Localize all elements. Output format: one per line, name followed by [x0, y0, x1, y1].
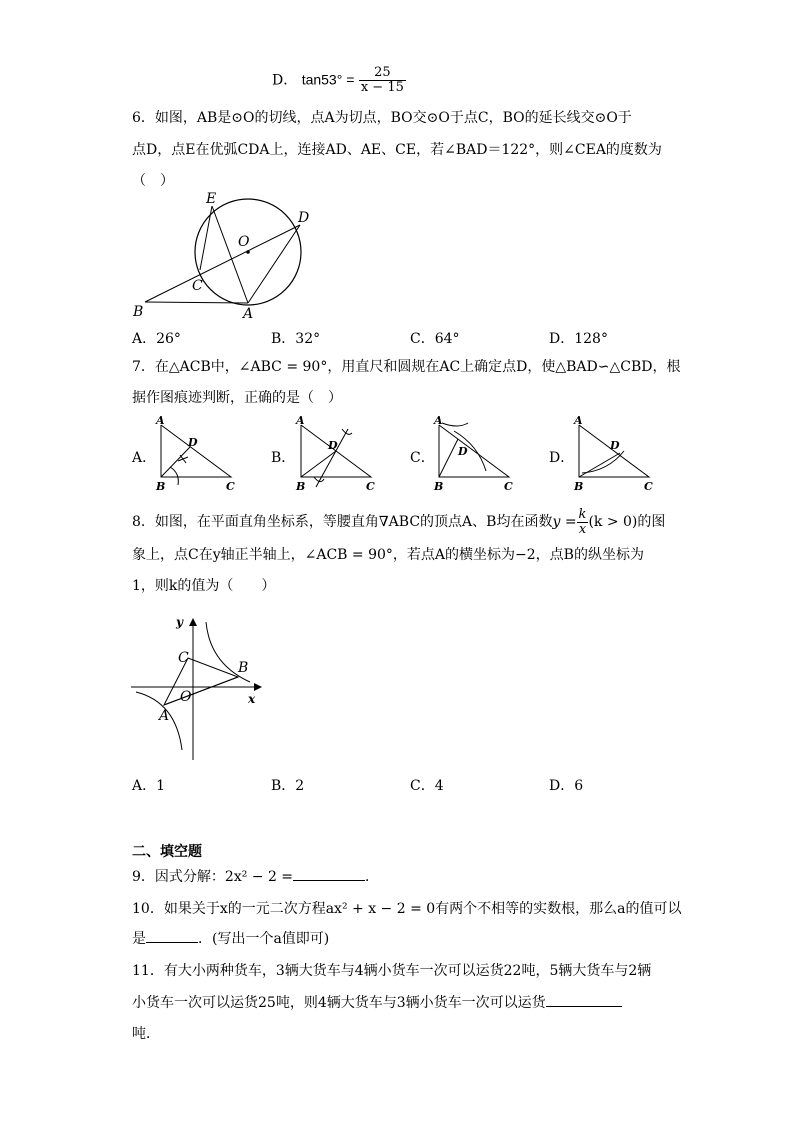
- q7b-label-A: A: [296, 415, 305, 427]
- q8-y-arrow: [189, 618, 197, 626]
- q10-line-2: [132, 929, 329, 949]
- q6-line-EC: [200, 206, 212, 270]
- q8-line-AB: [164, 677, 238, 705]
- q6-option-a: A．26°: [132, 331, 181, 347]
- q8-function-fraction: [577, 508, 589, 537]
- q8-label-A: A: [159, 708, 170, 724]
- q7c-label-D: D: [458, 445, 468, 458]
- q6-line-EA: [212, 206, 248, 303]
- q8-figure: [128, 612, 278, 762]
- q6-line-3: （ ）: [132, 173, 174, 189]
- q6-line-2: 点D，点E在优弧CDA上，连接AD、AE、CE，若∠BAD＝122°，则∠CEA的度数为: [132, 142, 662, 158]
- q7b-label-D: D: [328, 439, 338, 452]
- q7b-bisector: [316, 429, 348, 487]
- q7a-arc: [170, 467, 178, 485]
- q6-line-1: 6．如图，AB是⊙O的切线，点A为切点，BO交⊙O于点C，BO的延长线交⊙O于: [132, 110, 632, 126]
- q8-option-d: D．6: [549, 778, 584, 794]
- q5-option-d-fraction: [359, 66, 406, 95]
- q11-line-2: [132, 993, 622, 1013]
- q9-text: 9．因式分解：2x² − 2 =: [132, 869, 294, 885]
- q8-function-y: y =: [552, 514, 577, 530]
- q8-line-2: 象上，点C在y轴正半轴上，∠ACB = 90°，若点A的横坐标为−2，点B的纵坐标为: [132, 547, 644, 563]
- q6-option-c: C．64°: [410, 331, 460, 347]
- q5-fraction-denominator: x − 15: [360, 80, 404, 95]
- q6-label-O: O: [238, 234, 250, 250]
- q7-figure-d: [568, 415, 660, 495]
- q6-line-AD: [248, 225, 300, 303]
- q9-end: ．: [365, 869, 380, 885]
- q7-figure-a: [150, 415, 242, 495]
- q7c-triangle: [439, 425, 509, 477]
- q8-option-b: B．2: [271, 778, 305, 794]
- q7c-arc-1: [442, 423, 468, 426]
- q10-line-1: 10．如果关于x的一元二次方程ax² + x − 2 = 0有两个不相等的实数根，那么a的值可以: [132, 901, 682, 917]
- q7a-label-A: A: [156, 415, 165, 427]
- q7d-label-A: A: [574, 415, 583, 427]
- q11-line-2-text: 小货车一次可以运货25吨，则4辆大货车与3辆小货车一次可以运货: [132, 995, 546, 1011]
- q10-answer-blank[interactable]: [146, 942, 198, 943]
- q7a-label-B: B: [156, 480, 166, 493]
- q7-option-d-label: D．: [549, 450, 575, 466]
- q7d-label-C: C: [644, 480, 653, 493]
- q8-label-O: O: [180, 689, 192, 705]
- q6-center-point: [246, 250, 250, 254]
- q6-label-C: C: [192, 278, 203, 294]
- q8-line-1-text: 8．如图，在平面直角坐标系，等腰直角∇ABC的顶点A、B均在函数: [132, 514, 553, 530]
- q7b-line-BD: [301, 451, 336, 477]
- q8-line-1-tail: (k > 0)的图: [588, 514, 666, 530]
- q7-line-1: 7．在△ACB中，∠ABC = 90°，用直尺和圆规在AC上确定点D，使△BAD∽△CBD，根: [132, 359, 681, 375]
- q8-label-B: B: [238, 660, 249, 676]
- q7b-label-C: C: [366, 480, 375, 493]
- q7-option-c-label: C．: [410, 450, 435, 466]
- q7d-label-B: B: [574, 480, 584, 493]
- q7a-label-D: D: [188, 436, 198, 449]
- q7-line-2: 据作图痕迹判断，正确的是（ ）: [132, 390, 342, 406]
- q6-line-BD: [145, 225, 300, 302]
- q6-label-E: E: [206, 191, 217, 207]
- q7c-label-C: C: [504, 480, 513, 493]
- q7-option-a-label: A．: [132, 450, 157, 466]
- q7c-label-B: B: [434, 480, 444, 493]
- q10-line-2-start: 是: [132, 931, 146, 947]
- q5-option-d-label: D．: [272, 72, 298, 89]
- q9-line: [132, 867, 379, 887]
- q5-fraction-numerator: 25: [359, 66, 406, 81]
- q6-figure: [130, 190, 330, 325]
- q11-answer-blank[interactable]: [546, 1006, 622, 1007]
- q11-line-3: 吨．: [132, 1026, 160, 1042]
- q7b-arc-bottom: [314, 477, 324, 482]
- q8-fraction-denominator: x: [578, 521, 587, 537]
- q8-option-c: C．4: [410, 778, 444, 794]
- q10-line-2-end: ．(写出一个a值即可): [198, 931, 330, 947]
- q7a-triangle: [161, 425, 231, 477]
- q6-label-A: A: [243, 306, 254, 322]
- q7c-line-BD: [439, 439, 458, 477]
- q8-line-1: [132, 505, 665, 539]
- q8-line-3: 1，则k的值为（ ）: [132, 578, 276, 594]
- q5-option-d: [272, 66, 406, 95]
- q8-label-x: x: [248, 692, 256, 706]
- section-title-fill-in: 二、填空题: [132, 844, 202, 860]
- q8-option-a: A．1: [132, 778, 166, 794]
- q7a-label-C: C: [226, 480, 235, 493]
- q6-label-B: B: [133, 304, 144, 320]
- q8-label-y: y: [176, 615, 183, 629]
- q5-option-d-lhs: tan53° =: [301, 71, 355, 88]
- q7-figure-b: [290, 415, 382, 495]
- q7a-mark: [178, 455, 188, 463]
- q11-line-1: 11．有大小两种货车，3辆大货车与4辆小货车一次可以运货22吨，5辆大货车与2辆: [132, 963, 652, 979]
- q8-x-arrow: [254, 683, 262, 691]
- q6-option-b: B．32°: [271, 331, 321, 347]
- q8-label-C: C: [178, 650, 189, 666]
- q7d-line-BD: [579, 453, 620, 477]
- q6-option-d: D．128°: [549, 331, 608, 347]
- q7b-label-B: B: [296, 480, 306, 493]
- q8-fraction-numerator: k: [578, 506, 587, 522]
- q9-answer-blank[interactable]: [293, 880, 365, 881]
- q6-label-D: D: [298, 210, 310, 226]
- q7-option-b-label: B．: [271, 450, 296, 466]
- q7-figure-c: [428, 415, 520, 495]
- q7c-label-A: A: [434, 415, 443, 427]
- q7d-label-D: D: [610, 439, 620, 452]
